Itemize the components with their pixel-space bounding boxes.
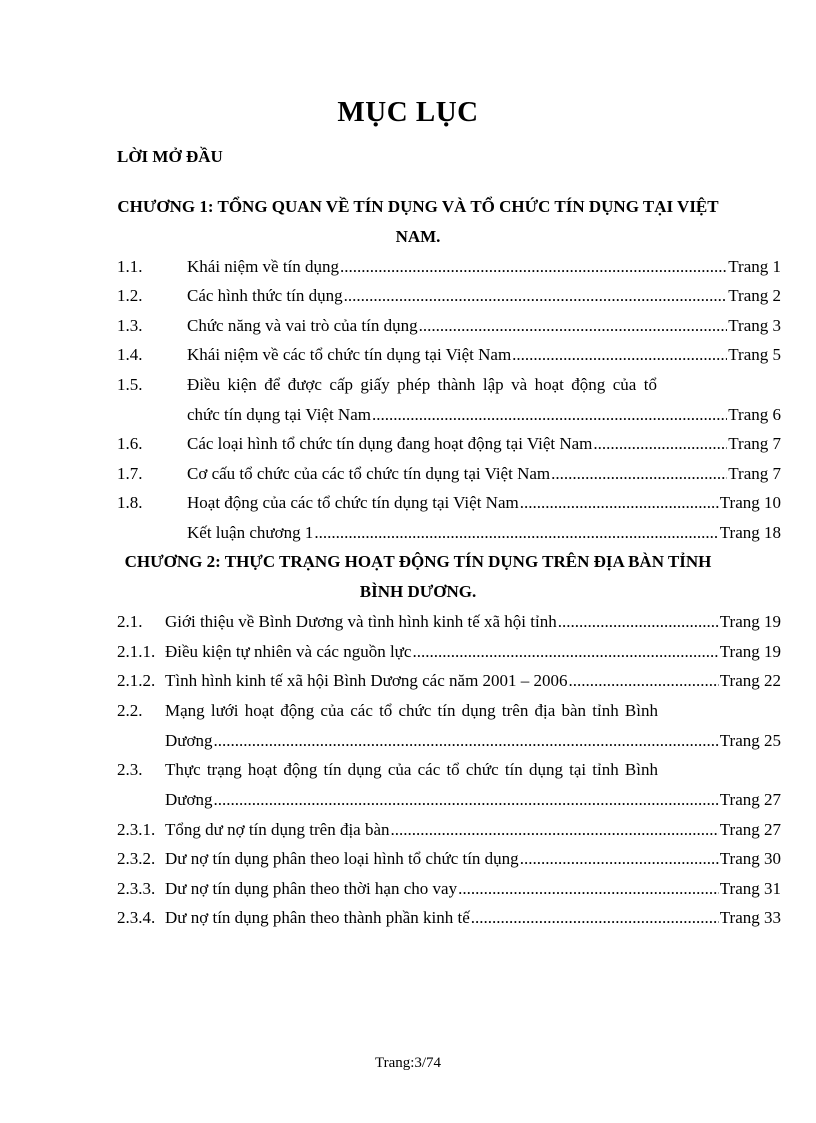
entry-title: Tổng dư nợ tín dụng trên địa bàn — [165, 820, 390, 839]
entry-number: 2.1.2. — [117, 671, 156, 690]
entry-number: 1.8. — [117, 493, 143, 512]
toc-entry-2-3[interactable] — [117, 755, 781, 815]
entry-page: Trang 30 — [719, 849, 781, 868]
entry-page: Trang 27 — [719, 820, 781, 839]
toc-entry-1-1[interactable] — [117, 252, 781, 282]
chapter-1-heading — [100, 192, 736, 252]
entry-page: Trang 7 — [728, 464, 781, 483]
entry-title: Khái niệm về tín dụng — [187, 257, 340, 276]
toc-entry-1-2[interactable] — [117, 281, 781, 311]
toc-entry-1-3[interactable] — [117, 311, 781, 341]
entry-number: 2.3. — [117, 760, 143, 779]
dot-leader — [471, 903, 719, 933]
entry-title: Dư nợ tín dụng phân theo thời hạn cho vay — [165, 879, 458, 898]
entry-page: Trang 25 — [719, 731, 781, 750]
entry-number: 2.1. — [117, 612, 143, 631]
entry-number: 2.3.1. — [117, 820, 156, 839]
entry-page: Trang 5 — [728, 345, 781, 364]
entry-number: 2.3.4. — [117, 908, 156, 927]
entry-title: Cơ cấu tổ chức của các tổ chức tín dụng tại Việt Nam — [187, 464, 551, 483]
dot-leader — [419, 311, 728, 341]
dot-leader — [213, 785, 718, 815]
entry-page: Trang 19 — [719, 642, 781, 661]
entry-page: Trang 2 — [728, 286, 781, 305]
entry-page: Trang 18 — [719, 523, 781, 542]
dot-leader — [391, 815, 719, 845]
dot-leader — [344, 281, 728, 311]
dot-leader — [458, 874, 719, 904]
dot-leader — [520, 488, 719, 518]
entry-number: 2.3.2. — [117, 849, 156, 868]
entry-title: Giới thiệu về Bình Dương và tình hình kinh tế xã hội tỉnh — [165, 612, 557, 631]
chapter-1-heading-line1: CHƯƠNG 1: TỔNG QUAN VỀ TÍN DỤNG VÀ TỔ CHỨC TÍN DỤNG TẠI VIỆT — [117, 197, 719, 216]
entry-page: Trang 31 — [719, 879, 781, 898]
dot-leader — [558, 607, 719, 637]
entry-page: Trang 10 — [719, 493, 781, 512]
entry-title-line1: Thực trạng hoạt động tín dụng của các tổ chức tín dụng tại tỉnh Bình — [165, 760, 658, 779]
chapter-2-heading-line2: BÌNH DƯƠNG. — [359, 582, 477, 601]
entry-title: Dư nợ tín dụng phân theo loại hình tổ chức tín dụng — [165, 849, 519, 868]
entry-number: 2.3.3. — [117, 879, 156, 898]
toc-entry-2-3-1[interactable] — [117, 815, 781, 845]
entry-page: Trang 3 — [728, 316, 781, 335]
dot-leader — [372, 400, 727, 430]
entry-page: Trang 22 — [719, 671, 781, 690]
entry-title: Dương — [165, 790, 213, 809]
toc-entry-1-5[interactable] — [117, 370, 781, 430]
toc-title: MỤC LỤC — [337, 96, 479, 128]
toc-entry-chapter-1-conclusion[interactable] — [117, 518, 781, 548]
entry-page: Trang 27 — [719, 790, 781, 809]
dot-leader — [213, 726, 718, 756]
entry-title: Điều kiện tự nhiên và các nguồn lực — [165, 642, 412, 661]
toc-entry-2-3-4[interactable] — [117, 903, 781, 933]
entry-title: Các loại hình tổ chức tín dụng đang hoạt động tại Việt Nam — [187, 434, 593, 453]
dot-leader — [512, 340, 727, 370]
entry-title: Tình hình kinh tế xã hội Bình Dương các năm 2001 – 2006 — [165, 671, 568, 690]
entry-number: 2.1.1. — [117, 642, 156, 661]
dot-leader — [340, 252, 727, 282]
chapter-2-heading-line1: CHƯƠNG 2: THỰC TRẠNG HOẠT ĐỘNG TÍN DỤNG TRÊN ĐỊA BÀN TỈNH — [124, 552, 712, 571]
toc-entry-1-4[interactable] — [117, 340, 781, 370]
entry-number: 1.1. — [117, 257, 143, 276]
entry-title: chức tín dụng tại Việt Nam — [187, 405, 371, 424]
entry-title: Chức năng và vai trò của tín dụng — [187, 316, 418, 335]
preface-heading: LỜI MỞ ĐẦU — [117, 147, 223, 166]
dot-leader — [569, 666, 719, 696]
toc-entry-2-3-3[interactable] — [117, 874, 781, 904]
entry-page: Trang 7 — [728, 434, 781, 453]
entry-page: Trang 33 — [719, 908, 781, 927]
entry-page: Trang 1 — [728, 257, 781, 276]
entry-title: Dương — [165, 731, 213, 750]
toc-entry-2-3-2[interactable] — [117, 844, 781, 874]
toc-entry-1-7[interactable] — [117, 459, 781, 489]
dot-leader — [551, 459, 727, 489]
toc-entry-2-1-1[interactable] — [117, 637, 781, 667]
entry-title: Kết luận chương 1 — [187, 523, 314, 542]
entry-title: Hoạt động của các tổ chức tín dụng tại Việt Nam — [187, 493, 519, 512]
dot-leader — [520, 844, 719, 874]
entry-title-line1: Điều kiện để được cấp giấy phép thành lập và hoạt động của tổ — [187, 375, 657, 394]
toc-entry-2-2[interactable] — [117, 696, 781, 756]
toc-entry-2-1[interactable] — [117, 607, 781, 637]
toc-entry-2-1-2[interactable] — [117, 666, 781, 696]
entry-page: Trang 6 — [728, 405, 781, 424]
entry-number: 1.5. — [117, 375, 143, 394]
entry-title-line1: Mạng lưới hoạt động của các tổ chức tín dụng trên địa bàn tỉnh Bình — [165, 701, 658, 720]
entry-title: Các hình thức tín dụng — [187, 286, 343, 305]
dot-leader — [593, 429, 727, 459]
dot-leader — [412, 637, 718, 667]
entry-number: 1.7. — [117, 464, 143, 483]
entry-title: Khái niệm về các tổ chức tín dụng tại Việt Nam — [187, 345, 512, 364]
dot-leader — [314, 518, 718, 548]
chapter-2-heading — [100, 547, 736, 607]
entry-page: Trang 19 — [719, 612, 781, 631]
toc-entry-1-6[interactable] — [117, 429, 781, 459]
entry-number: 1.2. — [117, 286, 143, 305]
entry-title: Dư nợ tín dụng phân theo thành phần kinh tế — [165, 908, 470, 927]
entry-number: 1.4. — [117, 345, 143, 364]
entry-number: 2.2. — [117, 701, 143, 720]
toc-entry-1-8[interactable] — [117, 488, 781, 518]
page-footer: Trang:3/74 — [374, 1055, 442, 1071]
entry-number: 1.6. — [117, 434, 143, 453]
entry-number: 1.3. — [117, 316, 143, 335]
chapter-1-heading-line2: NAM. — [395, 227, 441, 246]
